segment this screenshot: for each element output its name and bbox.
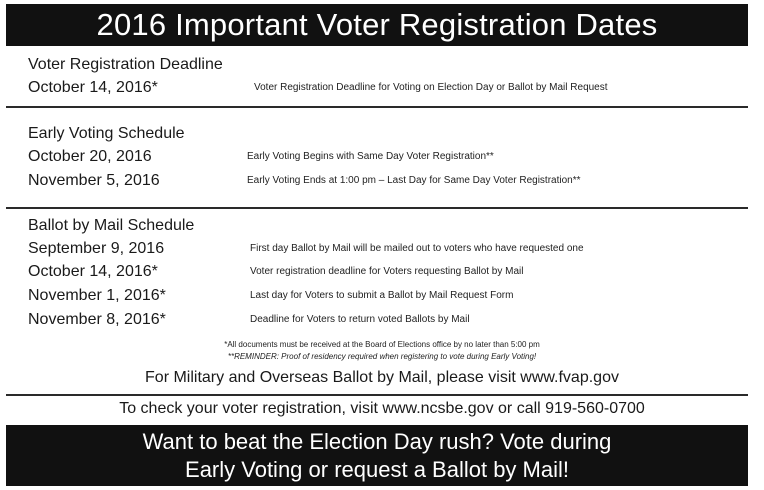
date-description: Voter registration deadline for Voters requesting Ballot by Mail [250, 266, 524, 277]
date-label: October 20, 2016 [28, 148, 152, 165]
date-row [28, 285, 748, 307]
date-label: September 9, 2016 [28, 240, 165, 257]
date-row [28, 146, 748, 168]
footnote-documents: *All documents must be received at the Board of Elections office by no later than 5:00 pm [224, 340, 540, 349]
date-description: Deadline for Voters to return voted Ballots by Mail [250, 314, 470, 325]
date-description: Voter Registration Deadline for Voting on Election Day or Ballot by Mail Request [254, 82, 608, 93]
section-heading-registration-deadline: Voter Registration Deadline [28, 56, 223, 73]
date-description: Early Voting Ends at 1:00 pm – Last Day for Same Day Voter Registration** [247, 175, 581, 186]
date-description: Early Voting Begins with Same Day Voter Registration** [247, 151, 494, 162]
date-row [28, 238, 748, 260]
date-row [28, 77, 748, 99]
date-row [28, 170, 748, 192]
date-label: October 14, 2016* [28, 263, 158, 280]
section-heading-early-voting: Early Voting Schedule [28, 125, 185, 142]
section-divider [6, 394, 748, 396]
section-divider [6, 106, 748, 108]
banner-line: Want to beat the Election Day rush? Vote during [142, 429, 612, 454]
section-divider [6, 207, 748, 209]
date-label: October 14, 2016* [28, 79, 158, 96]
date-label: November 5, 2016 [28, 172, 160, 189]
call-to-action-banner [6, 425, 748, 486]
page-title: 2016 Important Voter Registration Dates [6, 4, 748, 46]
date-description: First day Ballot by Mail will be mailed out to voters who have requested one [250, 243, 584, 254]
banner-line: Early Voting or request a Ballot by Mail! [185, 457, 569, 482]
date-row [28, 261, 748, 283]
date-row [28, 309, 748, 331]
date-description: Last day for Voters to submit a Ballot by Mail Request Form [250, 290, 514, 301]
section-heading-ballot-by-mail: Ballot by Mail Schedule [28, 217, 195, 234]
date-label: November 8, 2016* [28, 311, 166, 328]
check-registration-info: To check your voter registration, visit www.ncsbe.gov or call 919-560-0700 [119, 400, 645, 417]
footnote-reminder: **REMINDER: Proof of residency required when registering to vote during Early Voting! [227, 352, 537, 361]
military-overseas-info: For Military and Overseas Ballot by Mail, please visit www.fvap.gov [145, 369, 619, 386]
date-label: November 1, 2016* [28, 287, 166, 304]
